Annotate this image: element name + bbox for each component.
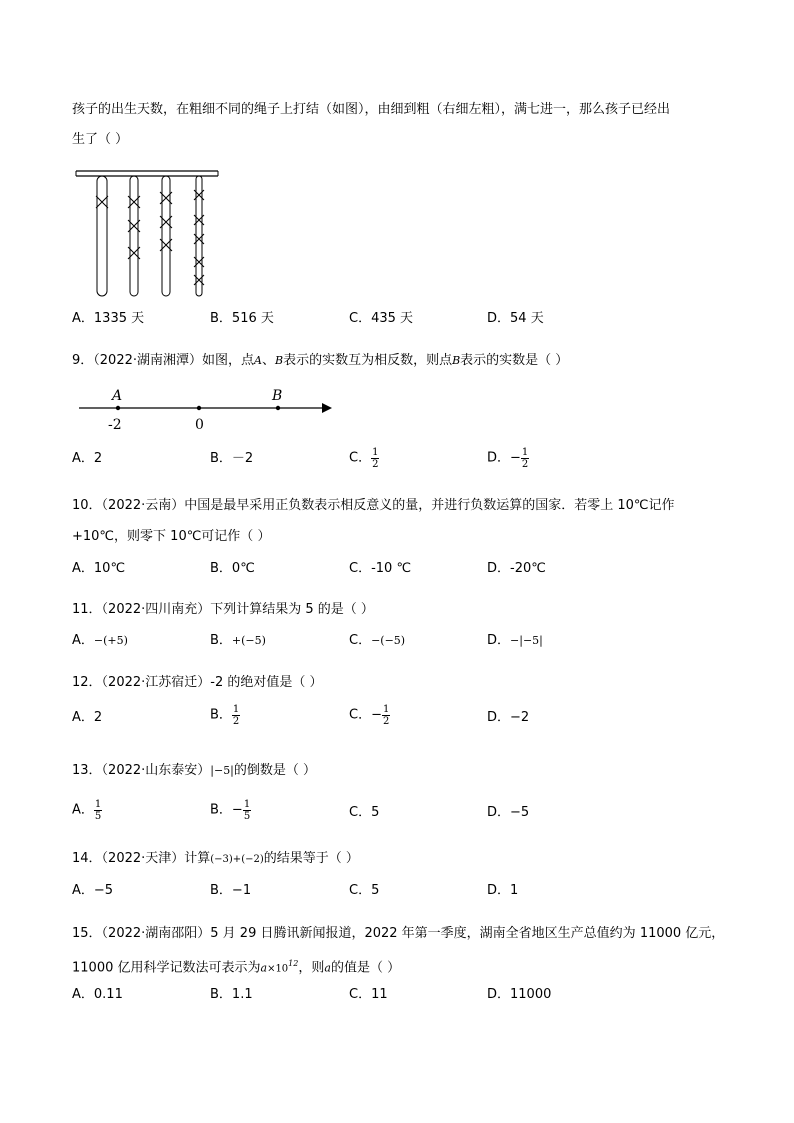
q12-option-a[interactable]: A．2 — [72, 710, 103, 725]
q10-option-d[interactable]: D．-20℃ — [487, 561, 546, 576]
rope-1 — [97, 176, 107, 296]
q10-line2: +10℃，则零下 10℃可记作（ ） — [72, 529, 271, 544]
tick-zero-label: 0 — [195, 417, 204, 433]
q11-option-b[interactable]: B．+(−5) — [210, 633, 266, 648]
q13-option-d[interactable]: D．−5 — [487, 805, 530, 820]
q14-option-a[interactable]: A．−5 — [72, 883, 114, 898]
q13-stem: 13．（2022·山东泰安）|−5|的倒数是（ ） — [72, 763, 317, 778]
q15-option-c[interactable]: C．11 — [349, 987, 388, 1002]
q15-option-a[interactable]: A．0.11 — [72, 987, 123, 1002]
q15-line2: 11000 亿用科学记数法可表示为$a\times 10^{12}$，则a的值是（ ） — [72, 959, 401, 976]
q9-option-d[interactable]: D．− $\frac{1}{2}$ — [487, 447, 529, 470]
q8-option-d[interactable]: D．54 天 — [487, 311, 544, 326]
q13-option-c[interactable]: C．5 — [349, 805, 380, 820]
fraction: $\frac{1}{2}$ — [232, 704, 240, 727]
q8-option-c[interactable]: C．435 天 — [349, 311, 414, 326]
q14-option-d[interactable]: D．1 — [487, 883, 519, 898]
q11-option-d[interactable]: D．−|−5| — [487, 633, 543, 648]
point-b-label: B — [272, 388, 283, 404]
q10-line1: 10．（2022·云南）中国是最早采用正负数表示相反意义的量，并进行负数运算的国家．若零上 10℃记作 — [72, 498, 675, 513]
point-a-label: A — [112, 388, 123, 404]
q11-line1: 11．（2022·四川南充）下列计算结果为 5 的是（ ） — [72, 602, 374, 617]
q14-option-b[interactable]: B．−1 — [210, 883, 252, 898]
q10-option-b[interactable]: B．0℃ — [210, 561, 255, 576]
q12-option-b[interactable]: B． $\frac{1}{2}$ — [210, 704, 240, 727]
tick-a-label: -2 — [108, 417, 122, 433]
fraction: $\frac{1}{2}$ — [372, 447, 379, 470]
q8-line1: 孩子的出生天数，在粗细不同的绳子上打结（如图），由细到粗（右细左粗），满七进一，那么孩子已经出 — [72, 102, 671, 117]
rope-2 — [130, 176, 138, 296]
fraction: $\frac{1}{5}$ — [243, 799, 251, 822]
fraction: $\frac{1}{2}$ — [521, 447, 529, 470]
q14-stem: 14．（2022·天津）计算(−3)+(−2)的结果等于（ ） — [72, 851, 359, 866]
q9-option-c[interactable]: C． $\frac{1}{2}$ — [349, 447, 379, 470]
q8-option-a[interactable]: A．1335 天 — [72, 311, 145, 326]
q9-option-a[interactable]: A．2 — [72, 451, 103, 466]
q15-option-b[interactable]: B．1.1 — [210, 987, 253, 1002]
q14-option-c[interactable]: C．5 — [349, 883, 380, 898]
q13-option-a[interactable]: A． $\frac{1}{5}$ — [72, 799, 102, 822]
number-line-figure — [76, 384, 336, 434]
q12-line1: 12．（2022·江苏宿迁）-2 的绝对值是（ ） — [72, 675, 323, 690]
knotted-ropes-figure — [76, 168, 221, 300]
q15-option-d[interactable]: D．11000 — [487, 987, 552, 1002]
fraction: $\frac{1}{5}$ — [94, 799, 102, 822]
q10-option-a[interactable]: A．10℃ — [72, 561, 126, 576]
q11-option-c[interactable]: C．−(−5) — [349, 633, 406, 648]
q9-stem: 9．（2022·湖南湘潭）如图，点A、B表示的实数互为相反数，则点B表示的实数是（ ） — [72, 353, 569, 368]
q12-option-c[interactable]: C．− $\frac{1}{2}$ — [349, 704, 390, 727]
rope-3 — [162, 176, 170, 296]
q10-option-c[interactable]: C．-10 ℃ — [349, 561, 412, 576]
q13-option-b[interactable]: B．− $\frac{1}{5}$ — [210, 799, 251, 822]
q9-option-b[interactable]: B．－2 — [210, 451, 254, 466]
q8-line2: 生了（ ） — [72, 132, 129, 147]
fraction: $\frac{1}{2}$ — [382, 704, 390, 727]
q15-line1: 15．（2022·湖南邵阳）5 月 29 日腾讯新闻报道，2022 年第一季度，湖南全省地区生产总值约为 11000 亿元， — [72, 926, 725, 941]
q8-option-b[interactable]: B．516 天 — [210, 311, 274, 326]
q12-option-d[interactable]: D．−2 — [487, 710, 530, 725]
q11-option-a[interactable]: A．−(+5) — [72, 633, 128, 648]
